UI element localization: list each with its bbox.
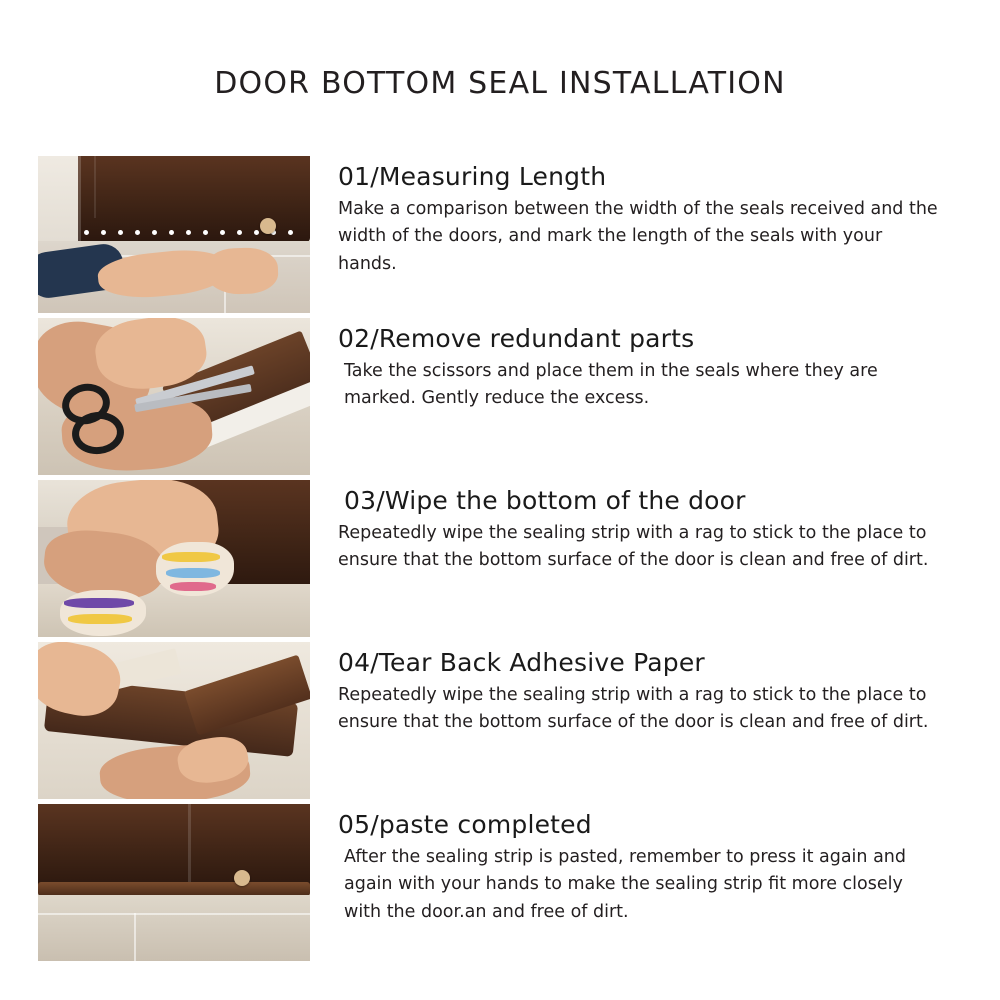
step-image-tear-back-adhesive-paper <box>38 642 310 799</box>
cleaning-rag-folded <box>60 590 146 636</box>
door-edge-highlight <box>78 156 81 242</box>
steps-list <box>38 156 962 966</box>
floor-tile-line <box>134 913 136 961</box>
step-body: Repeatedly wipe the sealing strip with a rag to stick to the place to ensure that the bottom surface of the door is clean and free of dirt. <box>338 523 929 571</box>
step-text <box>310 642 962 737</box>
step-item <box>38 480 962 637</box>
cleaning-rag <box>156 542 234 596</box>
step-body: After the sealing strip is pasted, remember to press it again and again with your hands to make the sealing strip fit more closely with the door.an and free of dirt. <box>344 847 906 922</box>
step-heading: 01/Measuring Length <box>338 162 607 191</box>
door-panel <box>38 804 310 890</box>
floor-surface <box>38 895 310 961</box>
step-item <box>38 804 962 961</box>
door-seam <box>188 804 191 890</box>
step-heading: 04/Tear Back Adhesive Paper <box>338 648 705 677</box>
step-image-wipe-bottom-of-door <box>38 480 310 637</box>
step-heading: 05/paste completed <box>338 810 592 839</box>
step-body: Repeatedly wipe the sealing strip with a rag to stick to the place to ensure that the bottom surface of the door is clean and free of dirt. <box>338 685 929 733</box>
hand <box>205 247 279 295</box>
step-heading: 02/Remove redundant parts <box>338 324 695 353</box>
step-body: Make a comparison between the width of the seals received and the width of the doors, and mark the length of the seals with your hands. <box>338 199 938 274</box>
floor-tile-line <box>38 913 310 915</box>
step-heading: 03/Wipe the bottom of the door <box>344 486 746 515</box>
door-knob <box>234 870 250 886</box>
step-item <box>38 156 962 313</box>
step-text <box>310 318 962 413</box>
step-image-measuring-length <box>38 156 310 313</box>
step-body: Take the scissors and place them in the seals where they are marked. Gently reduce the excess. <box>344 361 878 409</box>
step-text <box>310 480 962 575</box>
step-text <box>310 156 962 278</box>
step-image-paste-completed <box>38 804 310 961</box>
step-image-remove-redundant-parts <box>38 318 310 475</box>
step-text <box>310 804 962 926</box>
step-item <box>38 318 962 475</box>
door-seam <box>94 156 96 218</box>
door-knob <box>260 218 276 234</box>
installed-seal-strip <box>38 882 310 896</box>
step-item <box>38 642 962 799</box>
page-title: DOOR BOTTOM SEAL INSTALLATION <box>214 66 786 101</box>
